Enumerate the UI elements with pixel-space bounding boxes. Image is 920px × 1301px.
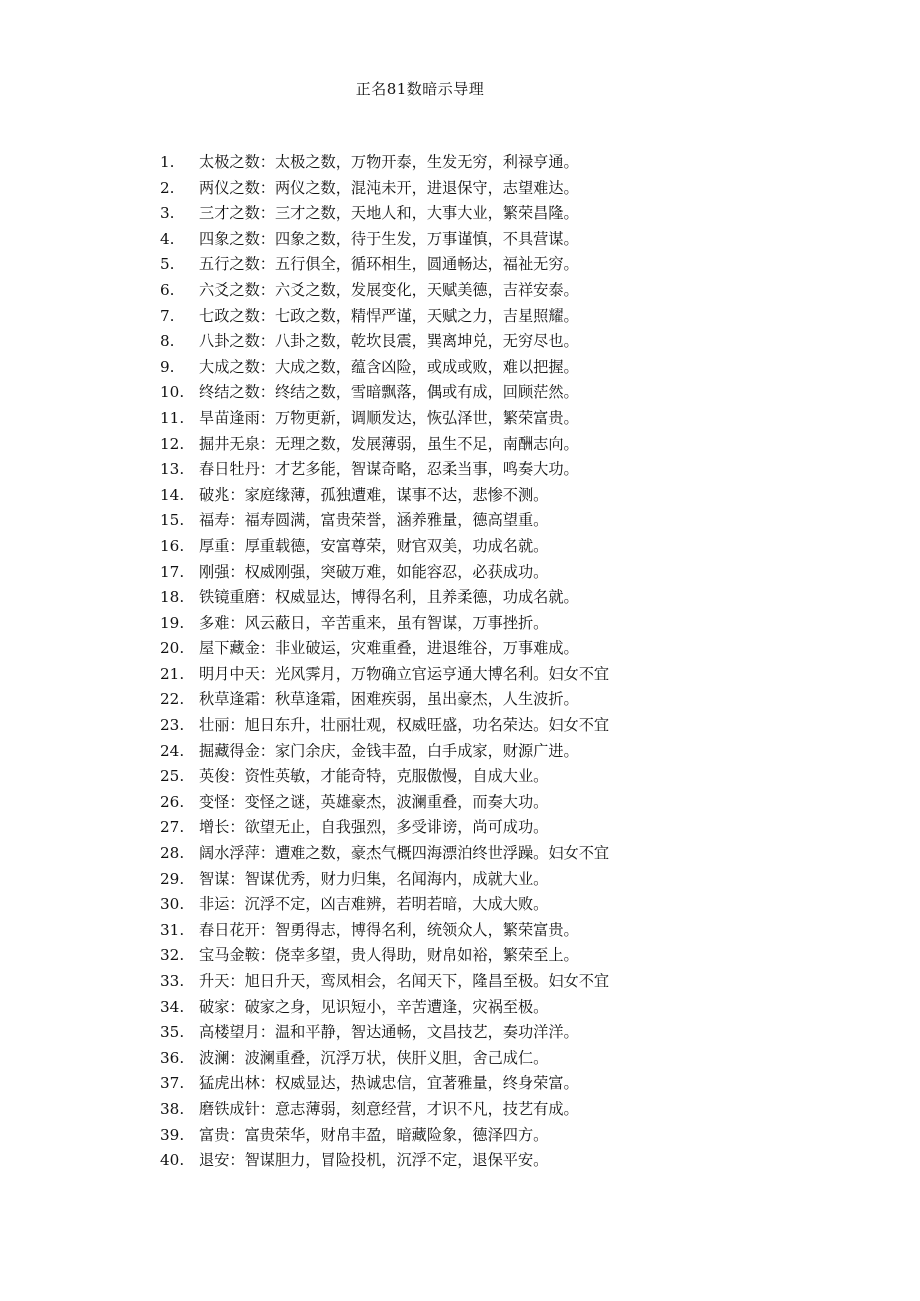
entry-text: 大成之数：大成之数，蕴含凶险，或成或败，难以把握。 bbox=[199, 357, 579, 376]
entry-number: 30. bbox=[160, 895, 185, 914]
entry-text: 太极之数：太极之数，万物开泰，生发无穷，利禄亨通。 bbox=[199, 153, 579, 171]
list-item bbox=[160, 483, 609, 509]
entry-number: 24. bbox=[160, 741, 185, 760]
list-item bbox=[160, 713, 609, 739]
entry-text: 英俊：资性英敏，才能奇特，克服傲慢，自成大业。 bbox=[199, 767, 549, 786]
list-item bbox=[160, 841, 609, 867]
entry-text: 阔水浮萍：遭难之数，豪杰气概四海漂泊终世浮躁。妇女不宜 bbox=[199, 844, 610, 863]
entry-number: 29. bbox=[160, 869, 185, 888]
entry-text: 升天：旭日升天，鸾凤相会，名闻天下，隆昌至极。妇女不宜 bbox=[199, 972, 610, 990]
entry-number: 38. bbox=[160, 1099, 185, 1118]
entry-number: 11. bbox=[160, 408, 185, 427]
list-item bbox=[160, 1097, 609, 1123]
entry-text: 旱苗逢雨：万物更新，调顺发达，恢弘泽世，繁荣富贵。 bbox=[199, 408, 579, 427]
entry-text: 退安：智谋胆力，冒险投机，沉浮不定，退保平安。 bbox=[199, 1151, 549, 1170]
entry-number: 1. bbox=[160, 153, 175, 171]
entry-number: 37. bbox=[160, 1074, 185, 1093]
entry-number: 12. bbox=[160, 434, 185, 453]
entry-text: 破家：破家之身，见识短小，辛苦遭逢，灾祸至极。 bbox=[199, 997, 549, 1016]
entry-text: 两仪之数：两仪之数，混沌未开，进退保守，志望难达。 bbox=[199, 178, 579, 197]
entry-number: 35. bbox=[160, 1023, 185, 1042]
entry-text: 厚重：厚重载德，安富尊荣，财官双美，功成名就。 bbox=[199, 536, 549, 555]
entry-number: 27. bbox=[160, 818, 185, 837]
entry-number: 5. bbox=[160, 255, 175, 274]
entry-text: 磨铁成针：意志薄弱，刻意经营，才识不凡，技艺有成。 bbox=[199, 1099, 579, 1118]
list-item bbox=[160, 355, 609, 381]
entry-text: 壮丽：旭日东升，壮丽壮观，权威旺盛，功名荣达。妇女不宜 bbox=[199, 716, 610, 735]
entry-text: 高楼望月：温和平静，智达通畅，文昌技艺，奏功洋洋。 bbox=[199, 1023, 579, 1042]
entry-number: 13. bbox=[160, 460, 185, 479]
list-item bbox=[160, 508, 609, 534]
entry-text: 刚强：权威刚强，突破万难，如能容忍，必获成功。 bbox=[199, 562, 549, 581]
entry-number: 40. bbox=[160, 1151, 185, 1170]
entry-text: 富贵：富贵荣华，财帛丰盈，暗藏险象，德泽四方。 bbox=[199, 1125, 549, 1144]
entry-text: 非运：沉浮不定，凶吉难辨，若明若暗，大成大败。 bbox=[199, 895, 549, 914]
entry-number: 33. bbox=[160, 972, 185, 990]
list-item bbox=[160, 918, 609, 944]
entry-text: 三才之数：三才之数，天地人和，大事大业，繁荣昌隆。 bbox=[199, 204, 579, 223]
list-item bbox=[160, 1071, 609, 1097]
list-item bbox=[160, 739, 609, 765]
entry-number: 31. bbox=[160, 920, 185, 939]
entry-text: 增长：欲望无止，自我强烈，多受诽谤，尚可成功。 bbox=[199, 818, 549, 837]
entry-number: 6. bbox=[160, 280, 175, 299]
entry-number: 8. bbox=[160, 332, 175, 351]
entry-text: 多难：风云蔽日，辛苦重来，虽有智谋，万事挫折。 bbox=[199, 613, 549, 632]
list-item bbox=[160, 380, 609, 406]
list-item bbox=[160, 995, 609, 1021]
entry-text: 铁镜重磨：权威显达，博得名利，且养柔德，功成名就。 bbox=[199, 588, 579, 607]
list-item bbox=[160, 560, 609, 586]
entry-number: 14. bbox=[160, 485, 185, 504]
entry-number: 25. bbox=[160, 767, 185, 786]
list-item bbox=[160, 1123, 609, 1149]
entry-number: 22. bbox=[160, 690, 185, 709]
entry-number: 4. bbox=[160, 229, 175, 248]
entry-number: 17. bbox=[160, 562, 185, 581]
entry-number: 34. bbox=[160, 997, 185, 1016]
entry-number: 36. bbox=[160, 1048, 185, 1067]
entry-number: 19. bbox=[160, 613, 185, 632]
entry-number: 23. bbox=[160, 716, 185, 735]
list-item bbox=[160, 585, 609, 611]
entry-text: 破兆：家庭缘薄，孤独遭难，谋事不达，悲惨不测。 bbox=[199, 485, 549, 504]
list-item bbox=[160, 329, 609, 355]
entry-number: 2. bbox=[160, 178, 175, 197]
entry-text: 春日花开：智勇得志，博得名利，统领众人，繁荣富贵。 bbox=[199, 920, 579, 939]
entry-number: 26. bbox=[160, 792, 185, 811]
list-item bbox=[160, 611, 609, 637]
list-item bbox=[160, 662, 609, 688]
entry-number: 39. bbox=[160, 1125, 185, 1144]
entry-text: 四象之数：四象之数，待于生发，万事谨慎，不具营谋。 bbox=[199, 229, 579, 248]
entry-text: 终结之数：终结之数，雪暗飘落，偶或有成，回顾茫然。 bbox=[199, 383, 579, 402]
document-title: 正名81数暗示导理 bbox=[355, 80, 485, 98]
entry-text: 宝马金鞍：侥幸多望，贵人得助，财帛如裕，繁荣至上。 bbox=[199, 946, 579, 965]
list-item bbox=[160, 943, 609, 969]
entry-text: 掘井无泉：无理之数，发展薄弱，虽生不足，南酬志向。 bbox=[199, 434, 579, 453]
list-item bbox=[160, 432, 609, 458]
entry-number: 10. bbox=[160, 383, 185, 402]
entry-number: 9. bbox=[160, 357, 175, 376]
entry-text: 福寿：福寿圆满，富贵荣誉，涵养雅量，德高望重。 bbox=[199, 511, 549, 530]
entry-text: 变怪：变怪之谜，英雄豪杰，波澜重叠，而奏大功。 bbox=[199, 792, 549, 811]
entry-text: 五行之数：五行俱全，循环相生，圆通畅达，福祉无穷。 bbox=[199, 255, 579, 274]
list-item bbox=[160, 534, 609, 560]
list-item bbox=[160, 201, 609, 227]
list-item bbox=[160, 252, 609, 278]
entry-list bbox=[160, 150, 609, 1174]
entry-number: 3. bbox=[160, 204, 175, 223]
list-item bbox=[160, 815, 609, 841]
entry-number: 7. bbox=[160, 306, 175, 325]
list-item bbox=[160, 406, 609, 432]
list-item bbox=[160, 636, 609, 662]
entry-text: 春日牡丹：才艺多能，智谋奇略，忍柔当事，鸣奏大功。 bbox=[199, 460, 579, 479]
entry-number: 28. bbox=[160, 844, 185, 863]
entry-text: 六爻之数：六爻之数，发展变化，天赋美德，吉祥安泰。 bbox=[199, 280, 579, 299]
entry-text: 七政之数：七政之数，精悍严谨，天赋之力，吉星照耀。 bbox=[199, 306, 579, 325]
list-item bbox=[160, 892, 609, 918]
list-item bbox=[160, 176, 609, 202]
list-item bbox=[160, 790, 609, 816]
entry-text: 波澜：波澜重叠，沉浮万状，侠肝义胆，舍己成仁。 bbox=[199, 1048, 549, 1067]
entry-number: 32. bbox=[160, 946, 185, 965]
list-item bbox=[160, 150, 609, 176]
entry-number: 15. bbox=[160, 511, 185, 530]
entry-number: 16. bbox=[160, 536, 185, 555]
entry-text: 智谋：智谋优秀，财力归集，名闻海内，成就大业。 bbox=[199, 869, 549, 888]
list-item bbox=[160, 1020, 609, 1046]
list-item bbox=[160, 304, 609, 330]
list-item bbox=[160, 687, 609, 713]
list-item bbox=[160, 1148, 609, 1174]
list-item bbox=[160, 227, 609, 253]
entry-text: 屋下藏金：非业破运，灾难重叠，进退维谷，万事难成。 bbox=[199, 639, 579, 658]
entry-number: 18. bbox=[160, 588, 185, 607]
entry-text: 掘藏得金：家门余庆，金钱丰盈，白手成家，财源广进。 bbox=[199, 741, 579, 760]
entry-text: 明月中天：光风霁月，万物确立官运亨通大博名利。妇女不宜 bbox=[199, 664, 610, 683]
list-item bbox=[160, 867, 609, 893]
list-item bbox=[160, 764, 609, 790]
list-item bbox=[160, 457, 609, 483]
list-item bbox=[160, 1046, 609, 1072]
list-item bbox=[160, 969, 609, 995]
entry-number: 20. bbox=[160, 639, 185, 658]
entry-text: 猛虎出林：权威显达，热诚忠信，宜著雅量，终身荣富。 bbox=[199, 1074, 579, 1093]
entry-text: 秋草逢霜：秋草逢霜，困难疾弱，虽出豪杰，人生波折。 bbox=[199, 690, 579, 709]
list-item bbox=[160, 278, 609, 304]
entry-number: 21. bbox=[160, 664, 185, 683]
entry-text: 八卦之数：八卦之数，乾坎艮震，巽离坤兑，无穷尽也。 bbox=[199, 332, 579, 351]
